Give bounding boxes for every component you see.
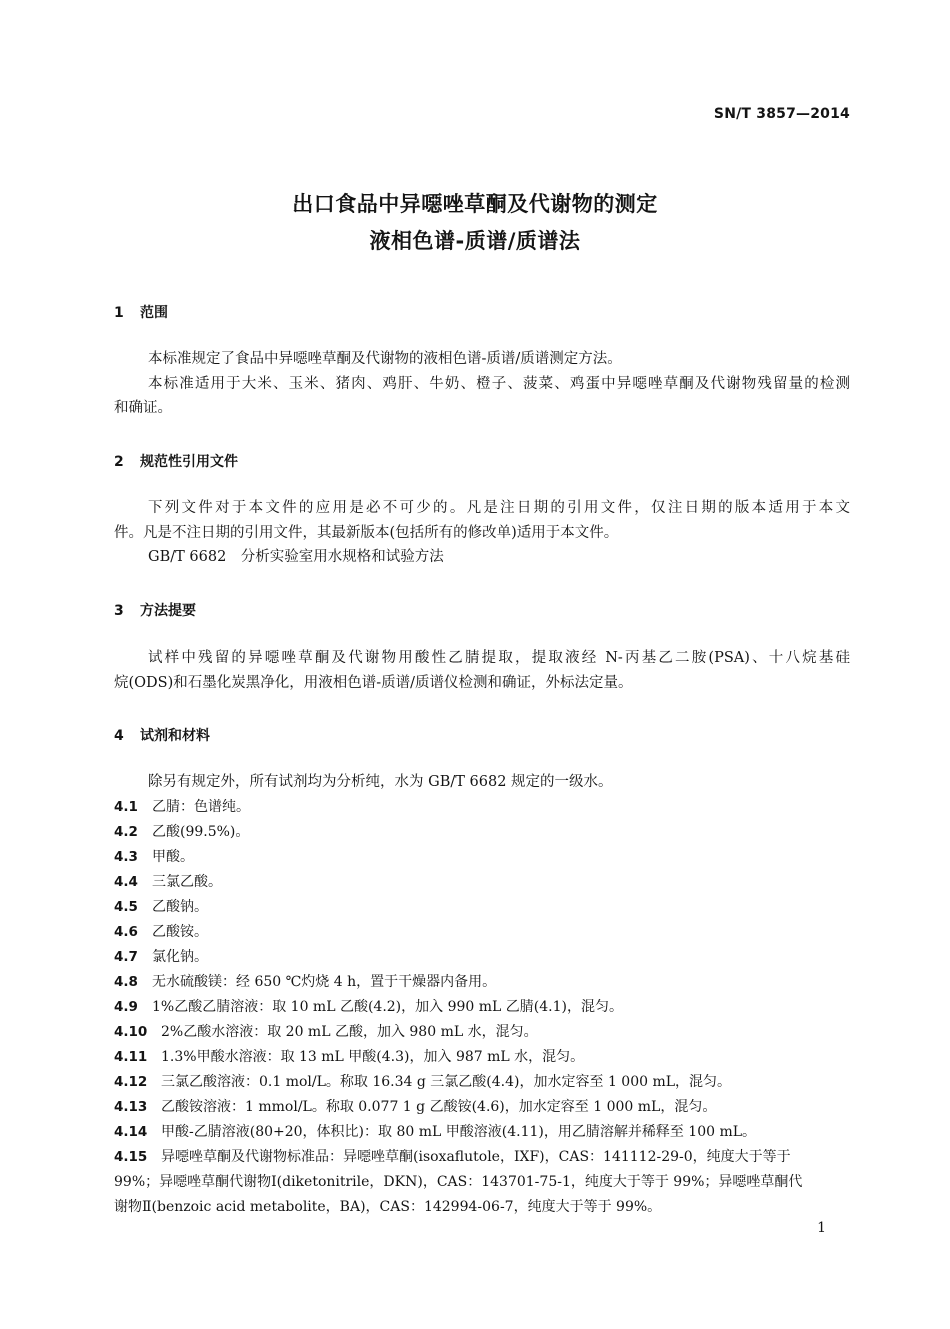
reagent-item-continuation	[114, 1195, 850, 1220]
section-number: 3	[114, 603, 124, 619]
reagent-item	[114, 1095, 850, 1120]
reagent-item	[114, 845, 850, 870]
item-number: 4.1	[114, 799, 138, 815]
section-heading-method-summary	[114, 600, 196, 620]
reagent-item	[114, 895, 850, 920]
reagent-item	[114, 1070, 850, 1095]
section-number: 4	[114, 728, 124, 744]
document-subtitle: 液相色谱-质谱/质谱法	[369, 229, 581, 253]
page-number: 1	[817, 1220, 826, 1236]
item-number: 4.7	[114, 949, 138, 965]
item-number: 4.11	[114, 1049, 148, 1065]
text-line: 试样中残留的异噁唑草酮及代谢物用酸性乙腈提取，提取液经 N-丙基乙二胺(PSA)、十八烷基硅	[148, 650, 850, 666]
item-text: 乙酸(99.5%)。	[152, 824, 250, 840]
item-text: 99%；异噁唑草酮代谢物Ⅰ(diketonitrile，DKN)，CAS：143701-75-1，纯度大于等于 99%；异噁唑草酮代	[114, 1174, 803, 1190]
item-number: 4.5	[114, 899, 138, 915]
reagent-item-continuation	[114, 1170, 850, 1195]
section-heading-normative-references	[114, 451, 238, 471]
references-paragraph	[114, 496, 850, 570]
reagent-item	[114, 1020, 850, 1045]
item-text: 三氯乙酸。	[152, 874, 222, 890]
item-text: 乙酸铵。	[152, 924, 208, 940]
section-title: 规范性引用文件	[140, 454, 238, 470]
text-line: 除另有规定外，所有试剂均为分析纯，水为 GB/T 6682 规定的一级水。	[148, 774, 613, 790]
item-text: 三氯乙酸溶液：0.1 mol/L。称取 16.34 g 三氯乙酸(4.4)，加水定容至 1 000 mL，混匀。	[161, 1074, 732, 1090]
reference-entry: GB/T 6682 分析实验室用水规格和试验方法	[148, 549, 444, 565]
scope-paragraph	[114, 347, 850, 421]
item-number: 4.15	[114, 1149, 148, 1165]
reagent-item	[114, 1145, 850, 1170]
item-number: 4.12	[114, 1074, 148, 1090]
item-text: 甲酸-乙腈溶液(80+20，体积比)：取 80 mL 甲酸溶液(4.11)，用乙腈溶解并稀释至 100 mL。	[161, 1124, 757, 1140]
text-line: 本标准适用于大米、玉米、猪肉、鸡肝、牛奶、橙子、菠菜、鸡蛋中异噁唑草酮及代谢物残留量的检测	[148, 375, 850, 392]
item-text: 2%乙酸水溶液：取 20 mL 乙酸，加入 980 mL 水，混匀。	[161, 1024, 538, 1040]
text-line: 和确证。	[114, 400, 172, 416]
item-number: 4.4	[114, 874, 138, 890]
item-text: 甲酸。	[152, 849, 194, 865]
reagent-item	[114, 970, 850, 995]
section-heading-scope	[114, 302, 168, 322]
reagent-item	[114, 795, 850, 820]
section-title: 试剂和材料	[140, 728, 210, 744]
item-text: 无水硫酸镁：经 650 ℃灼烧 4 h，置于干燥器内备用。	[152, 974, 497, 990]
item-text: 氯化钠。	[152, 949, 208, 965]
reagent-item	[114, 1120, 850, 1145]
section-title: 范围	[140, 305, 168, 321]
item-text: 乙腈：色谱纯。	[152, 799, 250, 815]
reagent-item	[114, 870, 850, 895]
item-text: 乙酸铵溶液：1 mmol/L。称取 0.077 1 g 乙酸铵(4.6)，加水定容至 1 000 mL，混匀。	[161, 1099, 717, 1115]
section-title: 方法提要	[140, 603, 196, 619]
reagent-item	[114, 995, 850, 1020]
standard-code: SN/T 3857—2014	[713, 106, 850, 122]
item-number: 4.10	[114, 1024, 148, 1040]
item-text: 乙酸钠。	[152, 899, 208, 915]
section-heading-reagents	[114, 725, 210, 745]
text-line: 烷(ODS)和石墨化炭黑净化，用液相色谱-质谱/质谱仪检测和确证，外标法定量。	[114, 674, 633, 691]
reagent-item	[114, 1045, 850, 1070]
text-line: 下列文件对于本文件的应用是必不可少的。凡是注日期的引用文件，仅注日期的版本适用于本文	[148, 500, 850, 516]
item-text: 异噁唑草酮及代谢物标准品：异噁唑草酮(isoxaflutole，IXF)，CAS：141112-29-0，纯度大于等于	[161, 1149, 791, 1165]
reagent-item	[114, 820, 850, 845]
section-number: 2	[114, 454, 124, 470]
item-number: 4.13	[114, 1099, 148, 1115]
item-number: 4.3	[114, 849, 138, 865]
item-number: 4.2	[114, 824, 138, 840]
item-number: 4.9	[114, 999, 138, 1015]
item-text: 1.3%甲酸水溶液：取 13 mL 甲酸(4.3)，加入 987 mL 水，混匀。	[161, 1049, 585, 1065]
item-number: 4.8	[114, 974, 138, 990]
reagents-intro	[114, 770, 850, 795]
text-line: 本标准规定了食品中异噁唑草酮及代谢物的液相色谱-质谱/质谱测定方法。	[148, 351, 622, 367]
document-title: 出口食品中异噁唑草酮及代谢物的测定	[292, 192, 658, 216]
section-number: 1	[114, 305, 124, 321]
text-line: 件。凡是不注日期的引用文件，其最新版本(包括所有的修改单)适用于本文件。	[114, 524, 619, 541]
item-number: 4.14	[114, 1124, 148, 1140]
item-text: 1%乙酸乙腈溶液：取 10 mL 乙酸(4.2)，加入 990 mL 乙腈(4.1)，混匀。	[152, 999, 623, 1015]
item-text: 谢物Ⅱ(benzoic acid metabolite，BA)，CAS：142994-06-7，纯度大于等于 99%。	[114, 1199, 662, 1215]
reagent-item	[114, 920, 850, 945]
reagent-item	[114, 945, 850, 970]
method-summary-paragraph	[114, 646, 850, 695]
item-number: 4.6	[114, 924, 138, 940]
